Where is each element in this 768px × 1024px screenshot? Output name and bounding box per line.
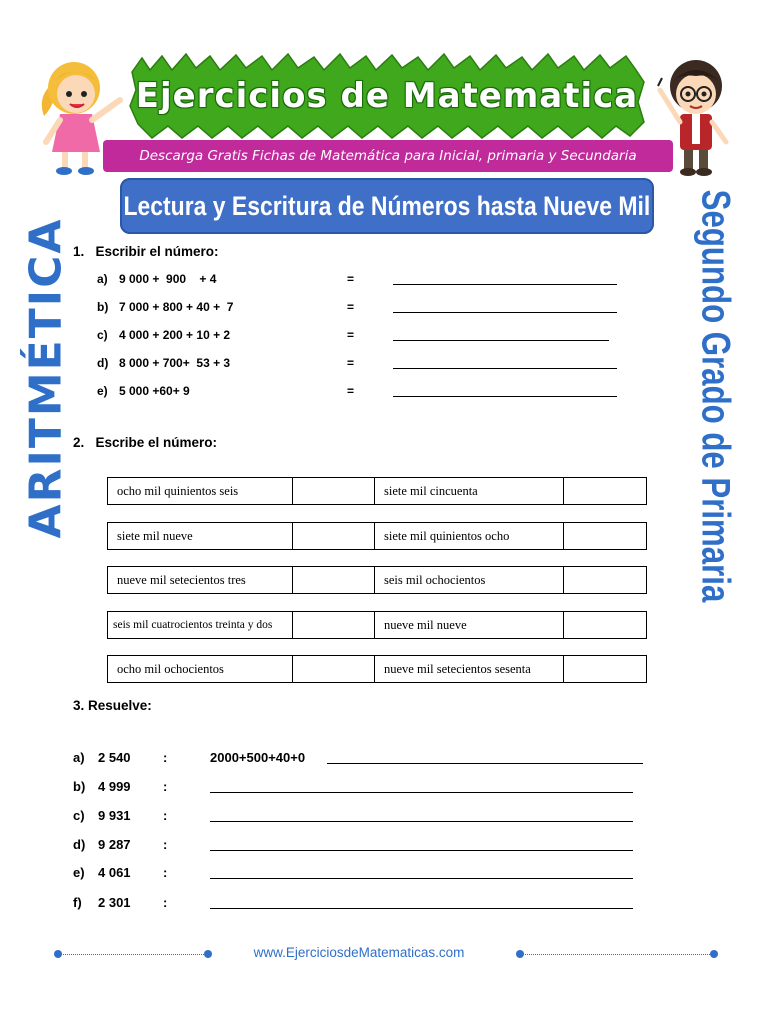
answer-line[interactable] <box>393 312 617 313</box>
equals-sign: = <box>347 384 355 398</box>
item-label: a) <box>73 750 85 765</box>
item-label: d) <box>97 356 109 370</box>
colon: : <box>163 808 168 823</box>
answer-cell[interactable] <box>563 655 647 683</box>
side-label-aritmetica: ARITMÉTICA <box>20 217 72 539</box>
topic-title: Lectura y Escritura de Números hasta Nueve Mil <box>123 190 651 221</box>
item-expression: 7 000 + 800 + 40 + 7 <box>119 300 234 314</box>
item-label: e) <box>73 865 85 880</box>
colon: : <box>163 895 168 910</box>
topic-title-box <box>120 178 654 234</box>
colon: : <box>163 837 168 852</box>
colon: : <box>163 779 168 794</box>
footer-website-link[interactable]: www.EjerciciosdeMatematicas.com <box>253 945 465 960</box>
footer-divider-left <box>58 954 208 955</box>
item-expression: 4 000 + 200 + 10 + 2 <box>119 328 231 342</box>
number-words-cell: nueve mil setecientos tres <box>107 566 293 594</box>
section1-title: 1. Escribir el número: <box>73 244 219 259</box>
answer-cell[interactable] <box>292 655 375 683</box>
section3-title: 3. Resuelve: <box>73 698 152 713</box>
answer-line[interactable] <box>210 821 633 822</box>
footer-dot <box>54 950 62 958</box>
number-words-cell: seis mil ochocientos <box>374 566 564 594</box>
item-number: 4 999 <box>98 779 131 794</box>
item-number: 2 301 <box>98 895 131 910</box>
number-words-cell: siete mil nueve <box>107 522 293 550</box>
answer-cell[interactable] <box>563 477 647 505</box>
number-words-cell: nueve mil nueve <box>374 611 564 639</box>
item-label: b) <box>97 300 109 314</box>
section2-title: 2. Escribe el número: <box>73 435 218 450</box>
resolve-row <box>73 748 653 768</box>
answer-line[interactable] <box>393 340 609 341</box>
item-label: c) <box>73 808 85 823</box>
footer-dot <box>516 950 524 958</box>
answer-line[interactable] <box>210 908 633 909</box>
answer-cell[interactable] <box>292 477 375 505</box>
equals-sign: = <box>347 272 355 286</box>
side-label-left <box>22 208 70 548</box>
resolve-row <box>73 893 653 913</box>
item-expression: 5 000 +60+ 9 <box>119 384 190 398</box>
answer-cell[interactable] <box>292 611 375 639</box>
item-expression: 9 000 + 900 + 4 <box>119 272 217 286</box>
side-label-grade: Segundo Grado de Primaria <box>693 189 738 603</box>
item-number: 2 540 <box>98 750 131 765</box>
item-label: c) <box>97 328 108 342</box>
resolve-row <box>73 863 653 883</box>
answer-line[interactable] <box>327 763 643 764</box>
exercise1-row <box>97 298 637 318</box>
table-row <box>107 655 647 685</box>
answer-line[interactable] <box>393 284 617 285</box>
answer-cell[interactable] <box>292 522 375 550</box>
worked-answer: 2000+500+40+0 <box>210 750 306 765</box>
answer-line[interactable] <box>210 878 633 879</box>
footer-divider-right <box>520 954 712 955</box>
item-number: 9 287 <box>98 837 131 852</box>
item-number: 4 061 <box>98 865 131 880</box>
answer-line[interactable] <box>393 396 617 397</box>
colon: : <box>163 750 168 765</box>
exercise1-row <box>97 382 637 402</box>
footer-dot <box>204 950 212 958</box>
site-title: Ejercicios de Matematica <box>135 76 639 116</box>
equals-sign: = <box>347 328 355 342</box>
item-label: d) <box>73 837 86 852</box>
answer-line[interactable] <box>210 850 633 851</box>
item-label: f) <box>73 895 82 910</box>
side-label-right <box>686 189 744 603</box>
resolve-row <box>73 835 653 855</box>
item-label: e) <box>97 384 108 398</box>
colon: : <box>163 865 168 880</box>
item-number: 9 931 <box>98 808 131 823</box>
answer-line[interactable] <box>393 368 617 369</box>
footer-dot <box>710 950 718 958</box>
answer-cell[interactable] <box>563 611 647 639</box>
number-words-cell: seis mil cuatrocientos treinta y dos <box>107 611 293 639</box>
table-row <box>107 566 647 596</box>
table-row <box>107 522 647 552</box>
equals-sign: = <box>347 356 355 370</box>
table-row <box>107 611 647 641</box>
equals-sign: = <box>347 300 355 314</box>
subtitle-text: Descarga Gratis Fichas de Matemática para Inicial, primaria y Secundaria <box>139 148 637 164</box>
answer-cell[interactable] <box>292 566 375 594</box>
exercise1-row <box>97 270 637 290</box>
number-words-cell: ocho mil quinientos seis <box>107 477 293 505</box>
item-expression: 8 000 + 700+ 53 + 3 <box>119 356 231 370</box>
number-words-cell: siete mil quinientos ocho <box>374 522 564 550</box>
number-words-cell: ocho mil ochocientos <box>107 655 293 683</box>
exercise1-row <box>97 354 637 374</box>
resolve-row <box>73 777 653 797</box>
table-row <box>107 477 647 507</box>
number-words-cell: siete mil cincuenta <box>374 477 564 505</box>
number-words-cell: nueve mil setecientos sesenta <box>374 655 564 683</box>
answer-line[interactable] <box>210 792 633 793</box>
item-label: a) <box>97 272 108 286</box>
exercise1-row <box>97 326 637 346</box>
answer-cell[interactable] <box>563 522 647 550</box>
answer-cell[interactable] <box>563 566 647 594</box>
subtitle-bar <box>103 140 673 172</box>
item-label: b) <box>73 779 86 794</box>
resolve-row <box>73 806 653 826</box>
site-title-banner <box>126 52 648 140</box>
